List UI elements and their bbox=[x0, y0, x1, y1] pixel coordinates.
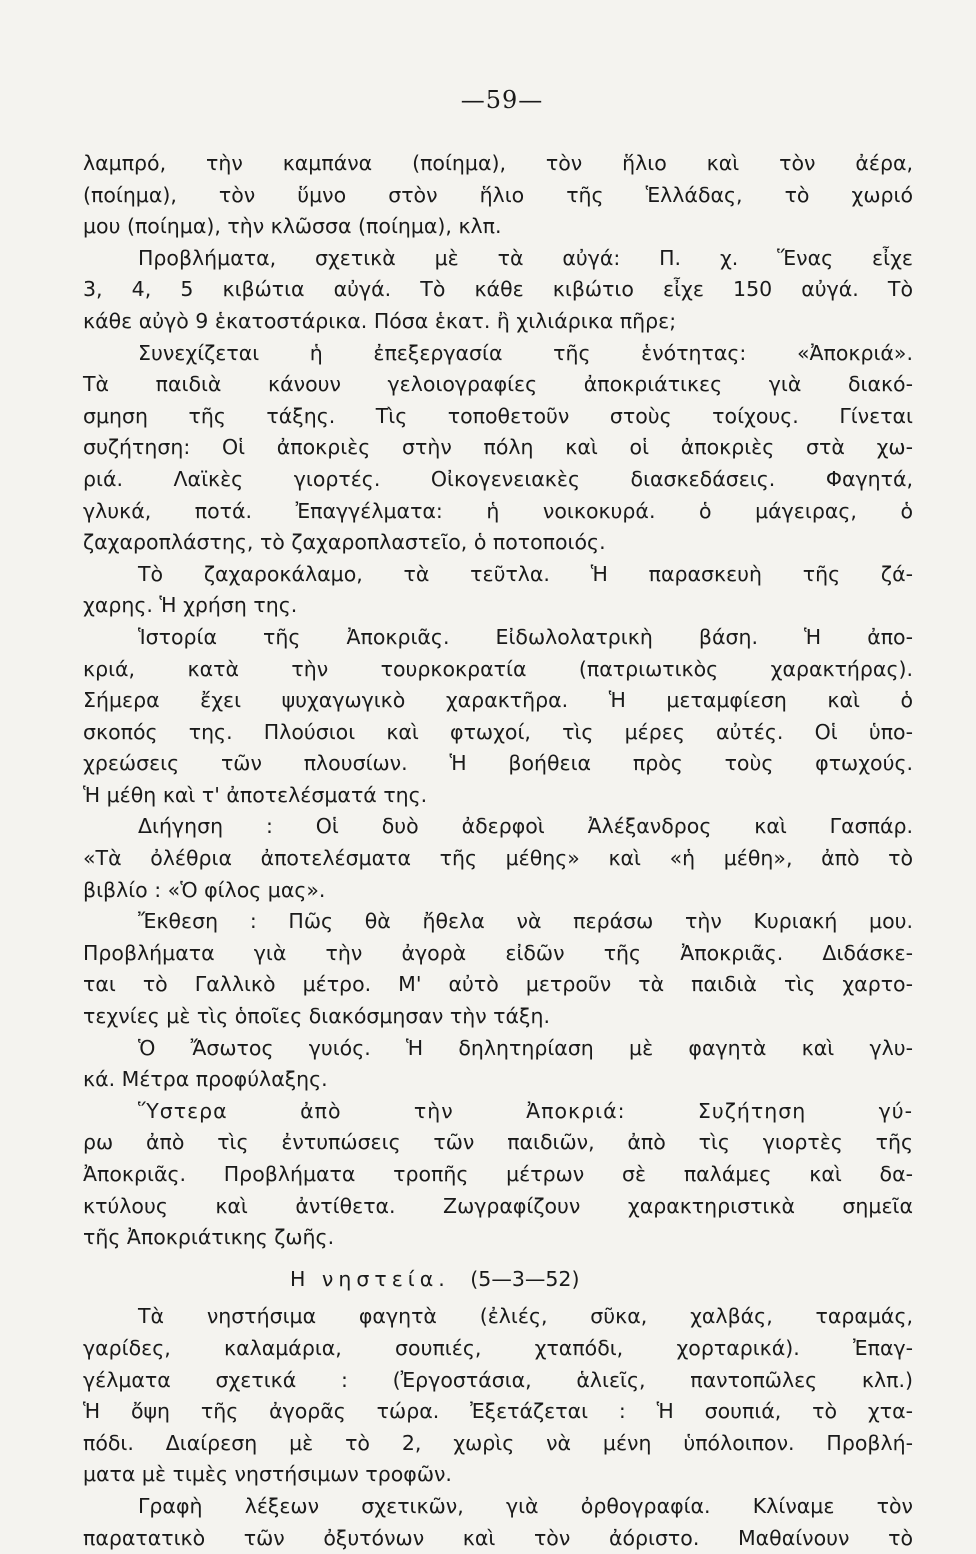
section-heading-title: Η νηστεία. bbox=[290, 1266, 450, 1291]
text-line: ρω ἀπὸ τὶς ἐντυπώσεις τῶν παιδιῶν, ἀπὸ τὶς γιορτὲς τῆς bbox=[83, 1130, 913, 1155]
text-line: ζαχαροπλάστης, τὸ ζαχαροπλαστεῖο, ὁ ποτοποιός. bbox=[83, 530, 606, 555]
text-line: πόδι. Διαίρεση μὲ τὸ 2, χωρὶς νὰ μένη ὑπόλοιπον. Προβλή- bbox=[83, 1430, 913, 1455]
text-line: Ἡ ὄψη τῆς ἀγορᾶς τώρα. Ἐξετάζεται : Ἡ σουπιά, τὸ χτα- bbox=[83, 1399, 913, 1424]
text-block-nisteia bbox=[83, 1301, 913, 1554]
text-line: Τὸ ζαχαροκάλαμο, τὰ τεῦτλα. Ἡ παρασκευὴ τῆς ζά- bbox=[138, 561, 913, 586]
text-line: συζήτηση: Οἱ ἀποκριὲς στὴν πόλη καὶ οἱ ἀποκριὲς στὰ χω- bbox=[83, 435, 913, 460]
text-line: Τὰ νηστήσιμα φαγητὰ (ἐλιές, σῦκα, χαλβάς, ταραμάς, bbox=[138, 1304, 913, 1329]
text-line: λαμπρό, τὴν καμπάνα (ποίημα), τὸν ἥλιο καὶ τὸν ἀέρα, bbox=[83, 151, 913, 175]
text-line: Προβλήματα γιὰ τὴν ἀγορὰ εἰδῶν τῆς Ἀποκριᾶς. Διδάσκε- bbox=[83, 940, 913, 965]
text-line: σκοπός της. Πλούσιοι καὶ φτωχοί, τὶς μέρες αὐτές. Οἱ ὑπο- bbox=[83, 719, 913, 744]
text-line: Γραφὴ λέξεων σχετικῶν, γιὰ ὀρθογραφία. Κλίναμε τὸν bbox=[138, 1493, 913, 1518]
text-line: χρεώσεις τῶν πλουσίων. Ἡ βοήθεια πρὸς τοὺς φτωχούς. bbox=[83, 751, 913, 776]
section-heading bbox=[83, 1264, 913, 1296]
text-line: ριά. Λαϊκὲς γιορτές. Οἰκογενειακὲς διασκεδάσεις. Φαγητά, bbox=[83, 466, 913, 491]
text-line: Διήγηση : Οἱ δυὸ ἀδερφοὶ Ἀλέξανδρος καὶ Γασπάρ. bbox=[138, 814, 913, 839]
text-line: κά. Μέτρα προφύλαξης. bbox=[83, 1067, 328, 1092]
text-line: 3, 4, 5 κιβώτια αὐγά. Τὸ κάθε κιβώτιο εἶχε 150 αὐγά. Τὸ bbox=[83, 277, 913, 302]
text-line: τεχνίες μὲ τὶς ὁποῖες διακόσμησαν τὴν τάξη. bbox=[83, 1004, 550, 1029]
text-line: κτύλους καὶ ἀντίθετα. Ζωγραφίζουν χαρακτηριστικὰ σημεῖα bbox=[83, 1193, 913, 1218]
text-line: Τὰ παιδιὰ κάνουν γελοιογραφίες ἀποκριάτικες γιὰ διακό- bbox=[83, 372, 913, 397]
text-line: γέλματα σχετικά : (Ἐργοστάσια, ἁλιεῖς, παντοπῶλες κλπ.) bbox=[83, 1367, 913, 1392]
text-line: χαρης. Ἡ χρήση της. bbox=[83, 593, 298, 618]
text-line: σμηση τῆς τάξης. Τὶς τοποθετοῦν στοὺς τοίχους. Γίνεται bbox=[83, 403, 913, 428]
text-line: Ἡ μέθη καὶ τ' ἀποτελέσματά της. bbox=[83, 782, 428, 807]
text-line: βιβλίο : «Ὁ φίλος μας». bbox=[83, 877, 326, 902]
text-line: παρατατικὸ τῶν ὀξυτόνων καὶ τὸν ἀόριστο. Μαθαίνουν τὸ bbox=[83, 1525, 913, 1550]
page-number: —59— bbox=[460, 86, 544, 114]
text-line: Συνεχίζεται ἡ ἐπεξεργασία τῆς ἑνότητας: «Ἀποκριά». bbox=[138, 340, 913, 365]
text-block-apokria bbox=[83, 148, 913, 1254]
section-heading-date: (5—3—52) bbox=[470, 1266, 580, 1291]
text-line: γαρίδες, καλαμάρια, σουπιές, χταπόδι, χορταρικά). Ἐπαγ- bbox=[83, 1335, 913, 1360]
text-line: τῆς Ἀποκριάτικης ζωῆς. bbox=[83, 1225, 335, 1250]
text-line: «Τὰ ὀλέθρια ἀποτελέσματα τῆς μέθης» καὶ «ἡ μέθη», ἀπὸ τὸ bbox=[83, 846, 913, 871]
text-line: (ποίημα), τὸν ὕμνο στὸν ἥλιο τῆς Ἑλλάδας, τὸ χωριό bbox=[83, 182, 913, 207]
text-line: Ἔκθεση : Πῶς θὰ ἤθελα νὰ περάσω τὴν Κυριακή μου. bbox=[138, 909, 913, 934]
text-line: ται τὸ Γαλλικὸ μέτρο. Μ' αὐτὸ μετροῦν τὰ παιδιὰ τὶς χαρτο- bbox=[83, 972, 913, 997]
text-line: Σήμερα ἔχει ψυχαγωγικὸ χαρακτῆρα. Ἡ μεταμφίεση καὶ ὁ bbox=[83, 688, 913, 713]
text-line: Ἱστορία τῆς Ἀποκριᾶς. Εἰδωλολατρικὴ βάση. Ἡ ἀπο- bbox=[138, 624, 913, 649]
text-line: Προβλήματα, σχετικὰ μὲ τὰ αὐγά: Π. χ. Ἕνας εἶχε bbox=[138, 245, 913, 270]
text-line: γλυκά, ποτά. Ἐπαγγέλματα: ἡ νοικοκυρά. ὁ μάγειρας, ὁ bbox=[83, 498, 913, 523]
text-line: κριά, κατὰ τὴν τουρκοκρατία (πατριωτικὸς χαρακτήρας). bbox=[83, 656, 913, 681]
text-line: μου (ποίημα), τὴν κλῶσσα (ποίημα), κλπ. bbox=[83, 214, 502, 239]
text-line: ματα μὲ τιμὲς νηστήσιμων τροφῶν. bbox=[83, 1462, 452, 1487]
body-text bbox=[83, 148, 913, 1554]
text-line: Ὕστερα ἀπὸ τὴν Ἀποκριά: Συζήτηση γύ- bbox=[138, 1098, 913, 1123]
text-line: Ὁ Ἄσωτος γυιός. Ἡ δηλητηρίαση μὲ φαγητὰ καὶ γλυ- bbox=[138, 1035, 913, 1060]
text-line: κάθε αὐγὸ 9 ἑκατοστάρικα. Πόσα ἑκατ. ἢ χιλιάρικα πῆρε; bbox=[83, 308, 677, 333]
text-line: Ἀποκριᾶς. Προβλήματα τροπῆς μέτρων σὲ παλάμες καὶ δα- bbox=[83, 1162, 913, 1186]
